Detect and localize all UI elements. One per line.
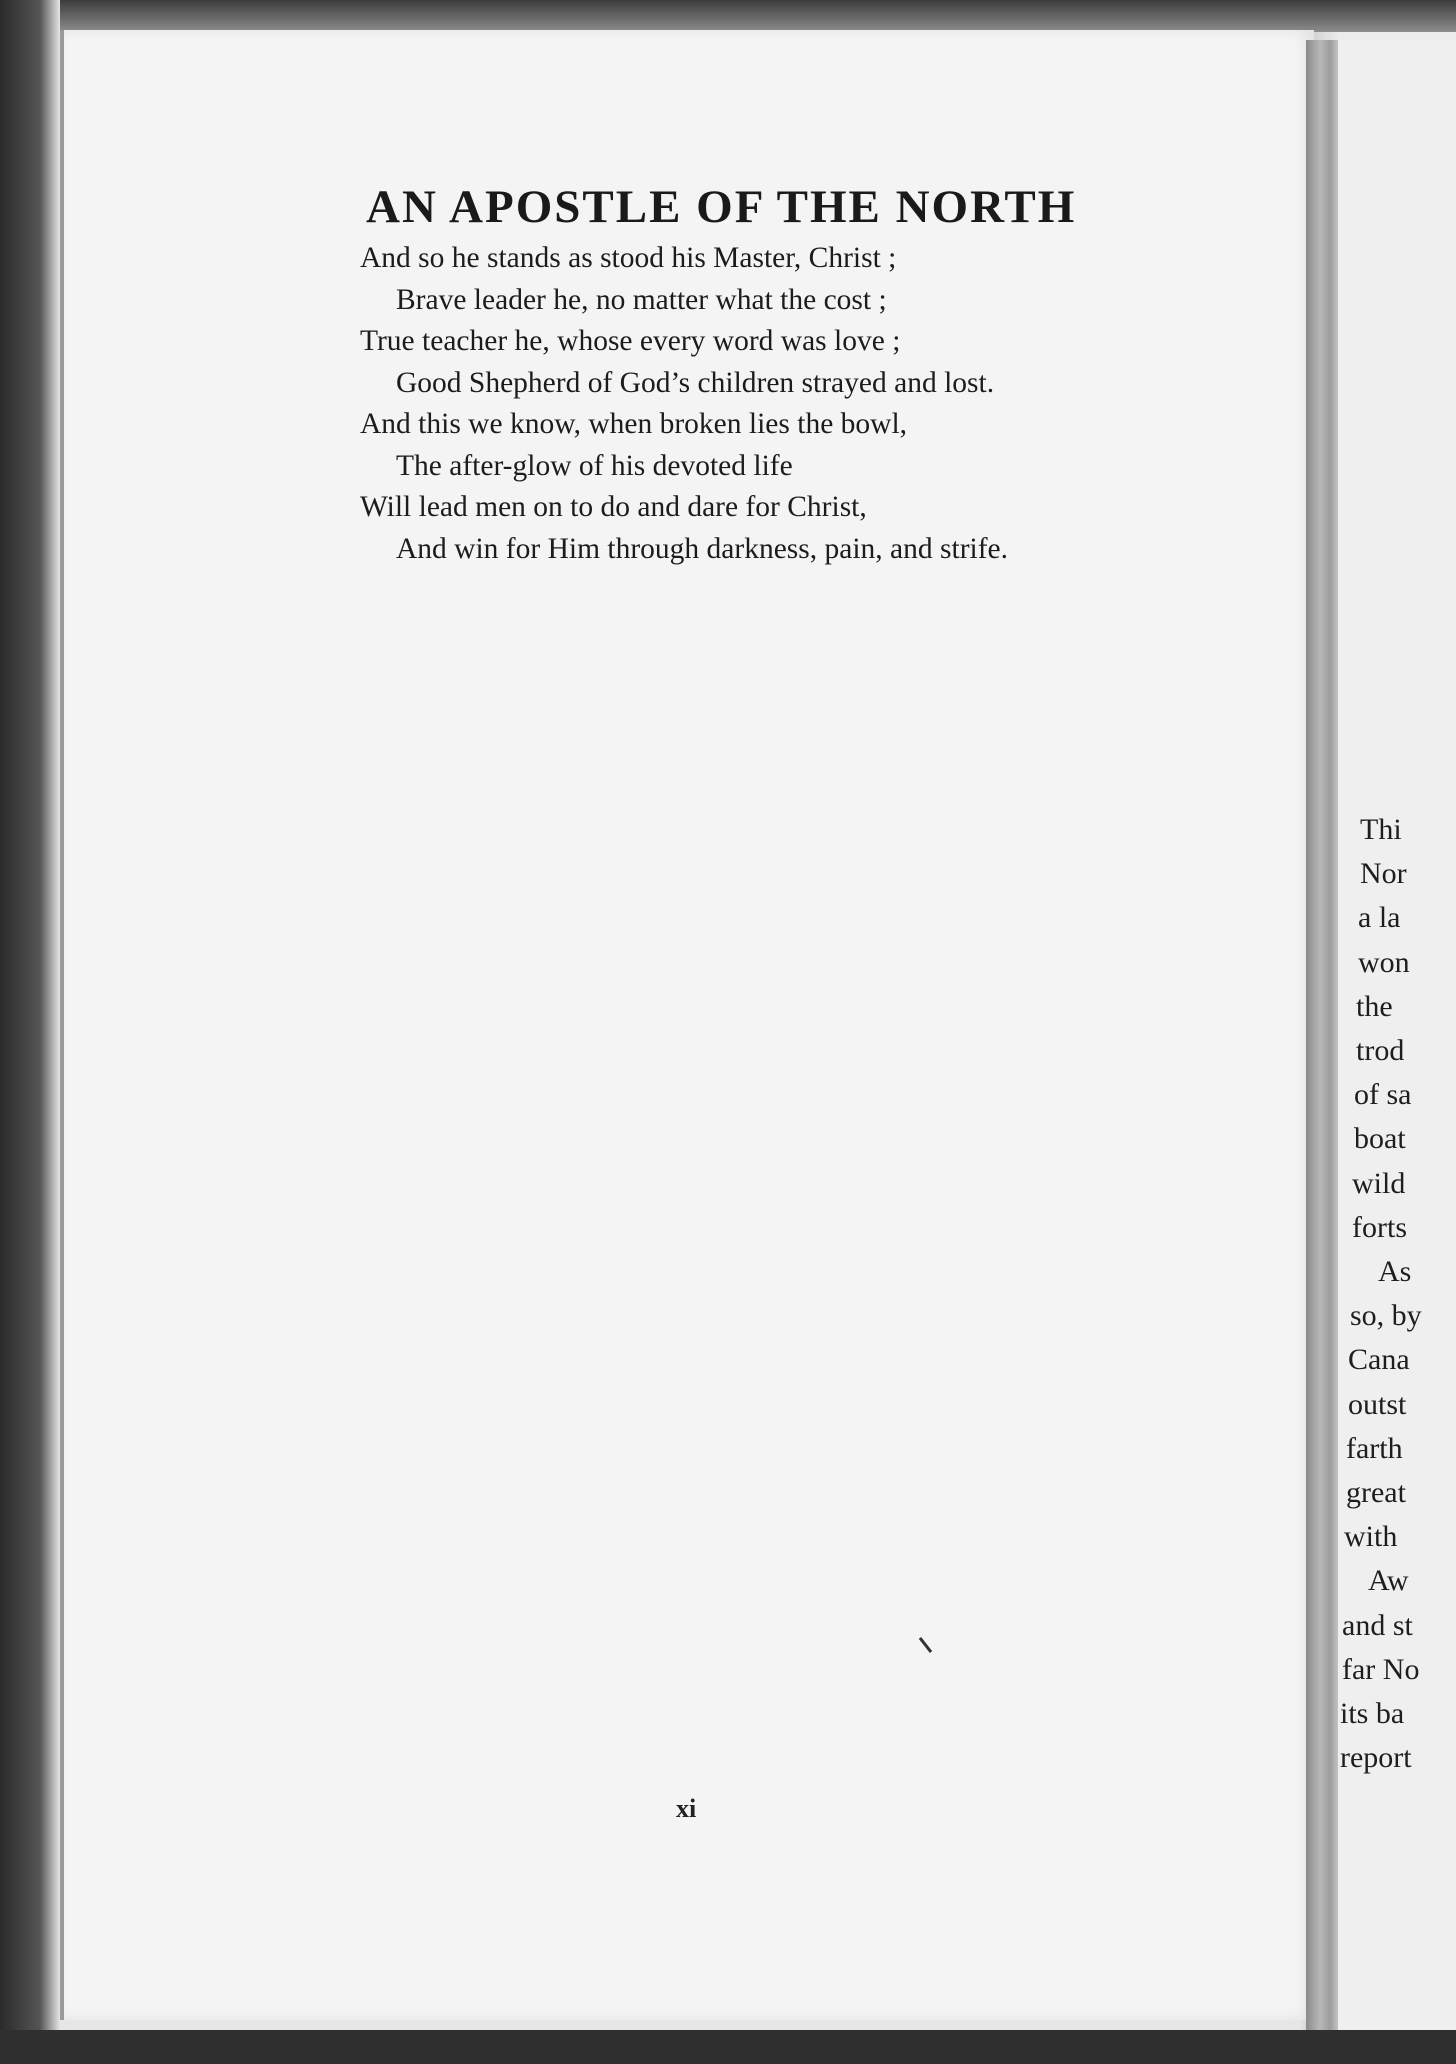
fragment-line-20: far No	[1342, 1652, 1420, 1686]
fragment-line-16: great	[1346, 1476, 1406, 1510]
page-number: xi	[676, 1794, 697, 1823]
fragment-line-17: with	[1344, 1520, 1398, 1554]
poem-line-7: Will lead men on to do and dare for Christ,	[360, 491, 867, 523]
fragment-line-7: of sa	[1354, 1078, 1412, 1112]
poem-line-1: And so he stands as stood his Master, Christ ;	[360, 242, 897, 274]
fragment-line-1: Thi	[1360, 813, 1402, 846]
poem-line-8: And win for Him through darkness, pain, and strife.	[396, 532, 1009, 565]
fragment-line-15: farth	[1346, 1431, 1403, 1465]
right-book-page	[1338, 40, 1456, 2030]
fragment-line-22: report	[1340, 1741, 1412, 1775]
poem-line-4: Good Shepherd of God’s children strayed and lost.	[396, 366, 995, 399]
poem-stanza	[360, 238, 1260, 570]
fragment-line-18: Aw	[1368, 1564, 1409, 1598]
bottom-edge-shadow	[0, 2030, 1456, 2064]
poem-line-3: True teacher he, whose every word was love ;	[360, 325, 901, 357]
fragment-line-21: its ba	[1340, 1697, 1405, 1731]
poem-line-5: And this we know, when broken lies the bowl,	[360, 408, 908, 440]
fragment-line-5: the	[1356, 989, 1393, 1023]
right-page-text-fragments	[1338, 808, 1456, 1780]
page-title: AN APOSTLE OF THE NORTH	[366, 181, 1077, 233]
book-gutter	[1306, 40, 1342, 2030]
top-edge-shadow	[60, 0, 1456, 32]
poem-line-6: The after-glow of his devoted life	[396, 449, 793, 482]
fragment-line-11: As	[1378, 1255, 1412, 1289]
fragment-line-12: so, by	[1350, 1299, 1422, 1333]
fragment-line-19: and st	[1342, 1608, 1413, 1642]
fragment-line-10: forts	[1352, 1210, 1407, 1244]
fragment-line-4: won	[1358, 945, 1410, 979]
fragment-line-2: Nor	[1360, 857, 1407, 891]
fragment-line-3: a la	[1358, 901, 1401, 935]
fragment-line-6: trod	[1356, 1034, 1405, 1068]
fragment-line-14: outst	[1348, 1387, 1407, 1421]
fragment-line-9: wild	[1352, 1166, 1406, 1200]
poem-line-2: Brave leader he, no matter what the cost ;	[396, 283, 887, 316]
fragment-line-8: boat	[1354, 1122, 1406, 1156]
fragment-line-13: Cana	[1348, 1343, 1410, 1377]
